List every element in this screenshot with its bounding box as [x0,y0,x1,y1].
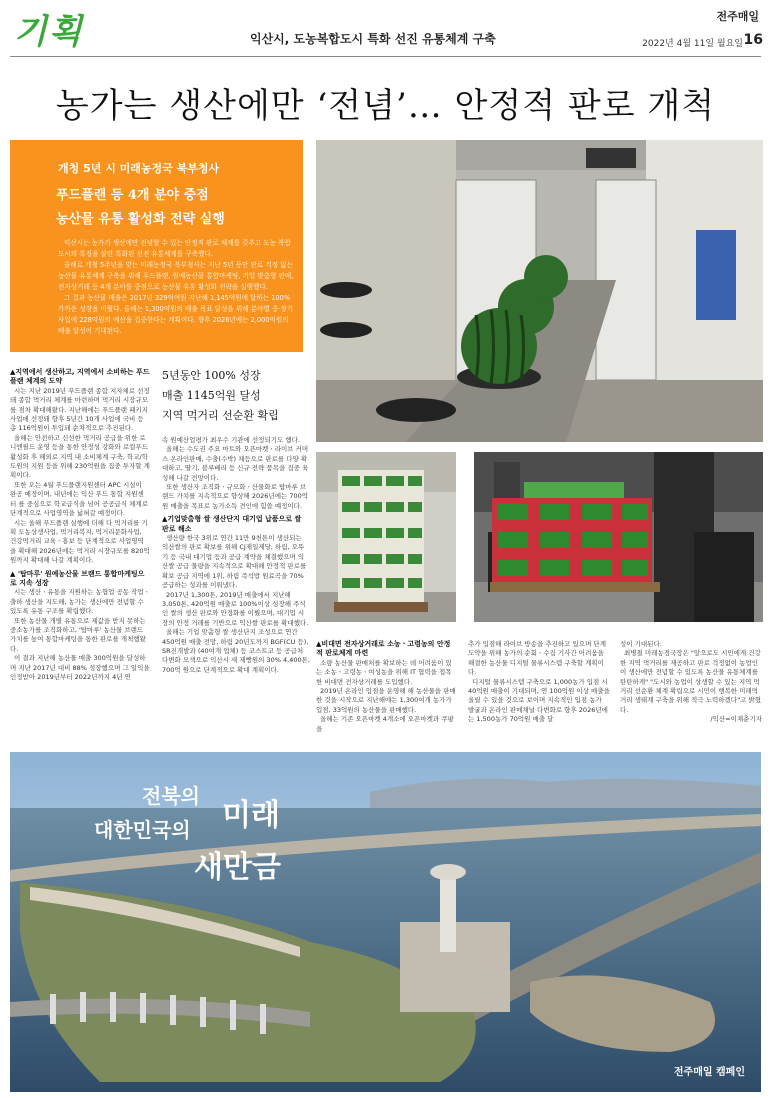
col1-subhead-2: ▲ '탑마루' 원예농산물 브랜드 통합마케팅으로 지속 성장 [10,569,145,587]
saemangeum-banner [10,752,761,1092]
col1-para-3: 또한 오는 4월 푸드플랜지원센터 APC 시설이 완공 예정이며, 내년에는 익산 푸드 통합 지원센터 를 중심으로 학교급식을 넘어 공공급식 체계로 단계적으로 사업영역을 넓혀갈 예정이다. [10,480,148,518]
col2-sub-2: 매출 1145억원 달성 [162,389,261,402]
col3-para-3: 올해는 기존 오픈마켓 4개소에 오픈마켓과 쿠팡을 [316,715,454,733]
col3-para-2: 2019년 온라인 입점을 운영해 해 농산물을 판매한 것을 시작으로 지난해에는 1,300여개 농가가 입점, 33억원의 농산물을 판매했다. [316,687,456,714]
column-1 [10,368,150,682]
banner-line-1: 전북의 [142,784,200,808]
banner-line-3: 미래 [222,798,280,833]
col4-para-1: 추가 입점해 라이브 방송을 추진하고 있으며 단계 도약을 위해 농가의 순회ㆍ수집 기사간 어려움을 해결한 농산물 디지털 물류시스템 구축할 계획이다. [468,640,606,677]
header-rule [10,56,761,57]
col1-subhead-1: ▲지역에서 생산하고, 지역에서 소비하는 푸드플랜 체계의 도약 [10,368,150,386]
paper-name: 전주매일 [716,10,759,23]
col2-subhead: ▲기업맞춤형 쌀 생산단지 대기업 납품으로 쌀 판로 해소 [162,515,302,533]
lead-kicker: 개청 5년 시 미래농정국 북부청사 [58,162,220,175]
section-title: 익산시, 도농복합도시 특화 선진 유통체계 구축 [250,32,496,46]
forklift-pallet-photo [474,452,763,622]
watermelon-conveyor-photo [316,140,763,442]
col2-sub-1: 5년동안 100% 성장 [162,369,261,382]
saemangeum-aerial-photo [10,752,761,1092]
lead-body-p1: 익산시는 농가가 생산에만 전념할 수 있는 안정적 판로 체계를 갖추고 도농 복합도시의 특징을 살린 특화된 선진 유통체계를 구축했다. [58,239,291,258]
stacked-boxes-photo [316,452,456,622]
col2-sub-3: 지역 먹거리 선순환 확립 [162,409,279,422]
byline: /익산=이재춘기자 [710,715,762,724]
col1-para-4: 시는 올해 푸드플랜 실행에 더해 다 먹거리를 기획 도농상생사업, 먹거리복지, 먹거리문화사업, 건강먹거리 교육ㆍ홍보 등 단계적으로 사업영역을 확대해 2026년에는 먹거리 시장규모를 820억원까지 확대해 나갈 계획이다. [10,518,150,565]
banner-line-2: 대한민국의 [94,818,191,842]
col1-para-1: 시는 지난 2019년 푸드플랜 종합 지자체로 선정돼 종합 먹거리 체계를 마련하며 먹거리 시장규모를 점차 확대해왔다. 지난해에는 푸드플랜 패키지 사업에 선정돼 향후 5년간 10개 사업에 국비 등 총 116억원이 투입돼 순차적으로 추진된다. [10,386,150,433]
column-2 [162,366,310,675]
col2-para-3: 또한 생산자 조직화ㆍ규모화ㆍ산물화로 탑마루 브랜드 가치를 지속적으로 향상해 2026년에는 700억원 매출을 목표로 농가소득 견인에 힘쓸 예정이다. [162,483,309,510]
col2-para-2: 올해는 수도권 주요 마트와 오픈마켓ㆍ라이브 커머스 온라인판매, 수출(수박) 채등으로 판로를 다양 확대하고, 딸기, 블루베리 등 신규 전략 품목을 집중 육성해 나갈 전망이다. [162,445,309,482]
col2-para-6: 올해는 기업 맞춤형 쌀 생산단지 조성으로 연간 450억원 매출 전망, 하림 20년도까지 BGF(CU 등), SR진개발과 (40여개 업체) 등 코스트코 등 공급처 다변화 모색으로 익산시 새 제빵원의 30% 4,400톤, 700억 원으로 단계적으로 확대 계획이다. [162,628,310,674]
lead-box [10,140,303,352]
col1-para-5: 시는 생산ㆍ유통을 지원하는 농협업 공동 작업ㆍ출하 생산을 지도해, 농가는 생산에만 전념할 수 있도록 유통 구조를 확립했다. [10,588,150,616]
banner-credit: 전주매일 캠페인 [673,1067,745,1078]
column-3 [316,640,456,734]
col3-para-1: 소량 농산물 판매처를 확보하는 데 어려움이 있는 소농ㆍ고령농ㆍ여성농을 위해 IT 협력을 접목한 비대면 전자상거래를 도입했다. [316,658,452,686]
col2-para-4: 생산량 한국 3위로 연간 11만 9천톤이 생산되는 익산쌀의 판로 확보를 위해 CJ제일제당, 하림, 오뚜기 등 국내 대기업 등과 공급 계약을 체결했으며 익산쌀 공급 물량을 지속적으로 확대해 안정적 판로를 확보 공급 지역에 1위, 하림 즉석밥 원료곡을 70% 공급하는 성과를 이뤄냈다. [162,534,307,590]
date-line: 2022년 4월 11일 월요일 [642,39,743,49]
col1-para-2: 올해는 안전하고 신선한 먹거리 공급을 위한 로니엔필드 운영 등을 통한 안정성 강화와 로컬푸드 활성화 후 해외로 지역 내 소비체계 구축, 학교/학도원의 지원 등을 위해 230억원을 집중 투자할 계획이다. [10,433,150,480]
col1-para-6: 또한 농산물 개별 유통으로 제값을 받지 못하는 중소농가를 조직화하고, '탑마루' 농산물 브랜드 가치를 높여 통합마케팅을 통한 판로를 개척했왔다. [10,616,146,653]
column-5 [620,640,762,725]
col3-subhead: ▲비대면 전자상거래로 소농ㆍ고령농의 안정적 판로체계 마련 [316,640,451,658]
col4-para-2: 디지털 물류시스템 구축으로 1,000농가 입점 시 40억원 매출이 기대되며, 연 100억원 이상 매출을 올릴 수 있을 것으로 보이며 지속적인 입점 농가 발굴과 온라인 판매채널 다변화로 향후 2026년에는 1,500농가 70억원 매출 달 [468,677,610,724]
headline: 농가는 생산에만 ‘전념’… 안정적 판로 개척 [55,86,716,126]
column-4 [468,640,610,725]
lead-body-p2: 올해로 개청 5주년을 맞는 미래농정국 북부청사는 지난 5년 동안 판로 걱정 없는 농산물 유통체계 구축을 위해 푸드플랜, 원예농산물 통합마케팅, 기업 맞춤형 판매, 전자상거래 등 4개 분야를 중점으로 농산물 유통 활성화 전략을 실행했다. [58,261,294,291]
section-label: 기획 [14,12,84,52]
lead-title-1: 푸드플랜 등 4개 분야 중점 [56,188,209,203]
banner-line-4: 새만금 [194,850,281,885]
col5-para-2: 최병철 미래농정국장은 "앞으로도 시민에게 건강한 지역 먹거리를 제공하고 판로 걱정없이 농업인이 생산에만 전념할 수 있도록 농산물 유통체계를 탄탄하게" "도시와 농업이 상생할 수 있는 지역 먹거리 선순환 체계 확립으로 시민이 행복한 미래먹거리 생태계 구축을 위해 적극 노력하겠다"고 밝혔다. [620,649,761,714]
lead-body-p3: 그 결과 농산물 매출은 2017년 329억여원 지난해 1,145억원에 달하는 100% 가까운 성장을 이뤘다. 올해는 1,300억원의 매출 목표 달성을 위해 분야별 중·장기 사업에 228억원의 예산을 집중한다는 계획이다. 향후 2026년에는 2,000억원의 매출 달성이 기대된다. [58,294,294,335]
col2-para-5: 2017년 1,300톤, 2019년 매출에서 지난해 3,050톤, 420억원 매출로 100%이상 성장해 주식인 쌀의 생산 판로와 안정화를 이뤘으며, 대기업 시장의 안정 거래를 기반으로 익산쌀 판로를 확대했다. [162,590,309,627]
lead-body [58,238,296,337]
col1-para-7: 이 결과 지난해 농산물 매출 300억원을 달성하며 지난 2017년 대비 88% 성장했으며 그 일익을 인정받아 2019년부터 2022년까지 4년 연 [10,654,150,681]
page-number: 16 [743,32,763,48]
col5-para-1: 성이 기대된다. [620,640,662,648]
lead-title-2: 농산물 유통 활성화 전략 실행 [56,212,225,227]
col2-para-1: 속 원예산업평가 최우수 기관에 선정되기도 했다. [162,436,300,444]
